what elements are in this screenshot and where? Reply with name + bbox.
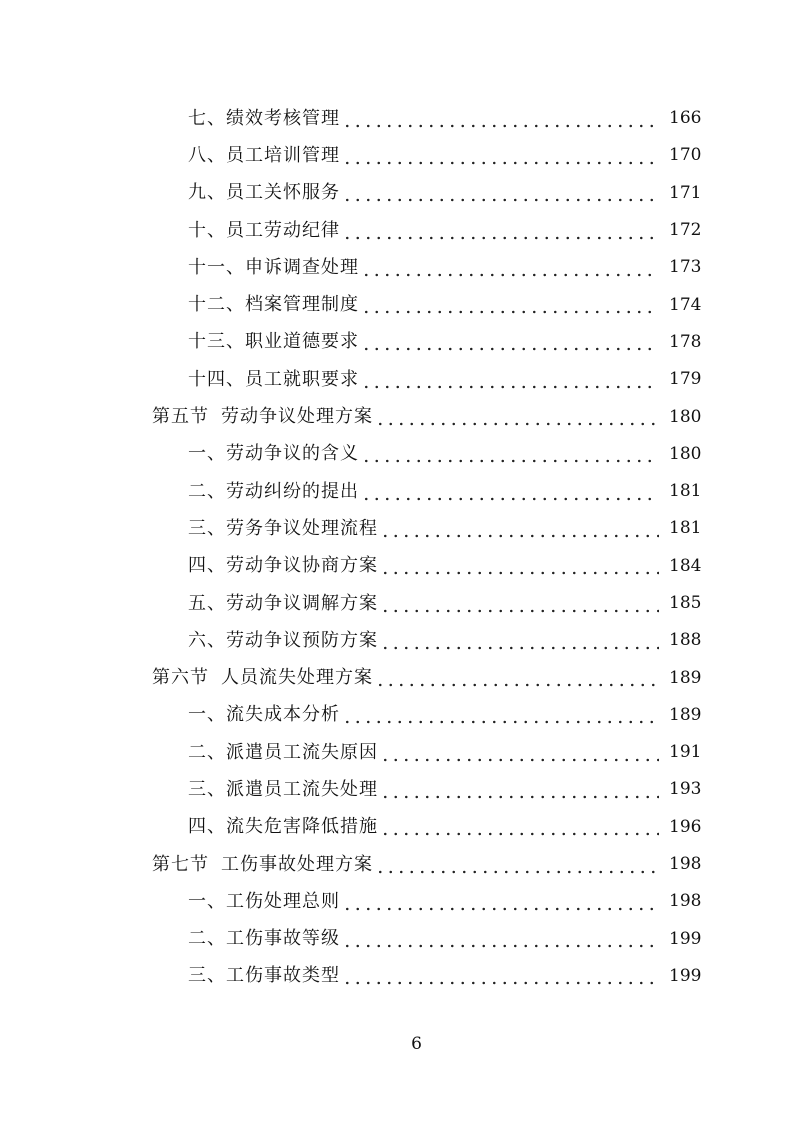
toc-entry-label: 十、员工劳动纪律 bbox=[188, 219, 340, 241]
toc-dot-leader bbox=[380, 632, 659, 650]
toc-dot-leader bbox=[380, 557, 659, 575]
toc-dot-leader bbox=[342, 967, 659, 985]
toc-section-number: 第七节 bbox=[152, 853, 209, 875]
toc-item-entry[interactable] bbox=[0, 697, 793, 734]
toc-page-number: 166 bbox=[669, 108, 702, 129]
toc-entry-label: 十四、员工就职要求 bbox=[188, 368, 359, 390]
toc-page-number: 173 bbox=[669, 257, 702, 278]
toc-entry-label: 三、工伤事故类型 bbox=[188, 965, 340, 987]
toc-section-title: 劳动争议处理方案 bbox=[221, 406, 373, 428]
toc-page-number: 181 bbox=[669, 481, 702, 502]
page-number: 6 bbox=[411, 1034, 422, 1054]
toc-item-entry[interactable] bbox=[0, 212, 793, 249]
toc-page-number: 196 bbox=[669, 816, 702, 837]
toc-dot-leader bbox=[342, 930, 659, 948]
toc-dot-leader bbox=[375, 408, 659, 426]
toc-dot-leader bbox=[342, 110, 659, 128]
toc-item-entry[interactable] bbox=[0, 585, 793, 622]
toc-entry-label: 四、流失危害降低措施 bbox=[188, 816, 378, 838]
toc-item-entry[interactable] bbox=[0, 324, 793, 361]
toc-item-entry[interactable] bbox=[0, 510, 793, 547]
toc-page-number: 179 bbox=[669, 369, 702, 390]
table-of-contents bbox=[0, 100, 793, 995]
toc-dot-leader bbox=[361, 483, 659, 501]
toc-dot-leader bbox=[361, 259, 659, 277]
toc-dot-leader bbox=[361, 296, 659, 314]
toc-entry-label: 一、流失成本分析 bbox=[188, 704, 340, 726]
toc-dot-leader bbox=[361, 371, 659, 389]
toc-entry-label: 十二、档案管理制度 bbox=[188, 294, 359, 316]
toc-page-number: 174 bbox=[669, 294, 702, 315]
toc-dot-leader bbox=[380, 595, 659, 613]
toc-dot-leader bbox=[342, 222, 659, 240]
toc-dot-leader bbox=[342, 184, 659, 202]
toc-dot-leader bbox=[361, 333, 659, 351]
toc-entry-label: 七、绩效考核管理 bbox=[188, 107, 340, 129]
toc-entry-label bbox=[152, 408, 375, 426]
toc-entry-label: 一、工伤处理总则 bbox=[188, 890, 340, 912]
toc-entry-label: 三、派遣员工流失处理 bbox=[188, 778, 378, 800]
toc-page-number: 178 bbox=[669, 331, 702, 352]
toc-page-number: 199 bbox=[669, 965, 702, 986]
toc-item-entry[interactable] bbox=[0, 921, 793, 958]
toc-entry-label: 二、劳动纠纷的提出 bbox=[188, 480, 359, 502]
toc-dot-leader bbox=[380, 520, 659, 538]
toc-entry-label: 五、劳动争议调解方案 bbox=[188, 592, 378, 614]
toc-section-title: 工伤事故处理方案 bbox=[221, 853, 373, 875]
toc-page-number: 191 bbox=[669, 742, 702, 763]
toc-item-entry[interactable] bbox=[0, 883, 793, 920]
toc-entry-label: 八、员工培训管理 bbox=[188, 144, 340, 166]
toc-dot-leader bbox=[380, 781, 659, 799]
toc-entry-label bbox=[152, 669, 375, 687]
toc-page-number: 171 bbox=[669, 182, 702, 203]
toc-item-entry[interactable] bbox=[0, 958, 793, 995]
toc-page-number: 198 bbox=[669, 891, 702, 912]
toc-item-entry[interactable] bbox=[0, 137, 793, 174]
toc-entry-label: 十一、申诉调查处理 bbox=[188, 256, 359, 278]
toc-dot-leader bbox=[375, 669, 659, 687]
toc-section-entry[interactable] bbox=[0, 659, 793, 696]
toc-section-number: 第六节 bbox=[152, 667, 209, 689]
toc-item-entry[interactable] bbox=[0, 100, 793, 137]
toc-entry-label: 三、劳务争议处理流程 bbox=[188, 517, 378, 539]
toc-page-number: 180 bbox=[669, 443, 702, 464]
toc-entry-label: 十三、职业道德要求 bbox=[188, 331, 359, 353]
toc-section-entry[interactable] bbox=[0, 846, 793, 883]
toc-entry-label bbox=[152, 853, 375, 875]
toc-page-number: 170 bbox=[669, 145, 702, 166]
toc-item-entry[interactable] bbox=[0, 286, 793, 323]
toc-page-number: 172 bbox=[669, 220, 702, 241]
toc-item-entry[interactable] bbox=[0, 548, 793, 585]
toc-dot-leader bbox=[342, 706, 659, 724]
toc-dot-leader bbox=[342, 147, 659, 165]
toc-entry-label: 二、派遣员工流失原因 bbox=[188, 741, 378, 763]
toc-section-title: 人员流失处理方案 bbox=[221, 667, 373, 689]
toc-page-number: 184 bbox=[669, 555, 702, 576]
toc-item-entry[interactable] bbox=[0, 734, 793, 771]
toc-page-number: 198 bbox=[669, 854, 702, 875]
toc-item-entry[interactable] bbox=[0, 361, 793, 398]
toc-dot-leader bbox=[380, 744, 659, 762]
toc-page-number: 199 bbox=[669, 928, 702, 949]
toc-entry-label: 四、劳动争议协商方案 bbox=[188, 555, 378, 577]
toc-entry-label: 六、劳动争议预防方案 bbox=[188, 629, 378, 651]
toc-page-number: 185 bbox=[669, 593, 702, 613]
toc-page-number: 188 bbox=[669, 630, 702, 651]
toc-entry-label: 九、员工关怀服务 bbox=[188, 182, 340, 204]
toc-page-number: 193 bbox=[669, 779, 702, 800]
toc-section-number: 第五节 bbox=[152, 406, 209, 428]
toc-section-entry[interactable] bbox=[0, 398, 793, 435]
toc-entry-label: 一、劳动争议的含义 bbox=[188, 443, 359, 465]
toc-entry-label: 二、工伤事故等级 bbox=[188, 928, 340, 950]
toc-page-number: 181 bbox=[669, 518, 702, 539]
toc-page-number: 180 bbox=[669, 406, 702, 427]
toc-dot-leader bbox=[342, 893, 659, 911]
toc-item-entry[interactable] bbox=[0, 809, 793, 846]
toc-dot-leader bbox=[375, 856, 659, 874]
toc-item-entry[interactable] bbox=[0, 473, 793, 510]
toc-page-number: 189 bbox=[669, 704, 702, 725]
toc-dot-leader bbox=[380, 818, 659, 836]
toc-item-entry[interactable] bbox=[0, 622, 793, 659]
toc-page-number: 189 bbox=[669, 667, 702, 688]
toc-item-entry[interactable] bbox=[0, 436, 793, 473]
toc-item-entry[interactable] bbox=[0, 771, 793, 808]
toc-item-entry[interactable] bbox=[0, 175, 793, 212]
toc-item-entry[interactable] bbox=[0, 249, 793, 286]
toc-dot-leader bbox=[361, 445, 659, 463]
